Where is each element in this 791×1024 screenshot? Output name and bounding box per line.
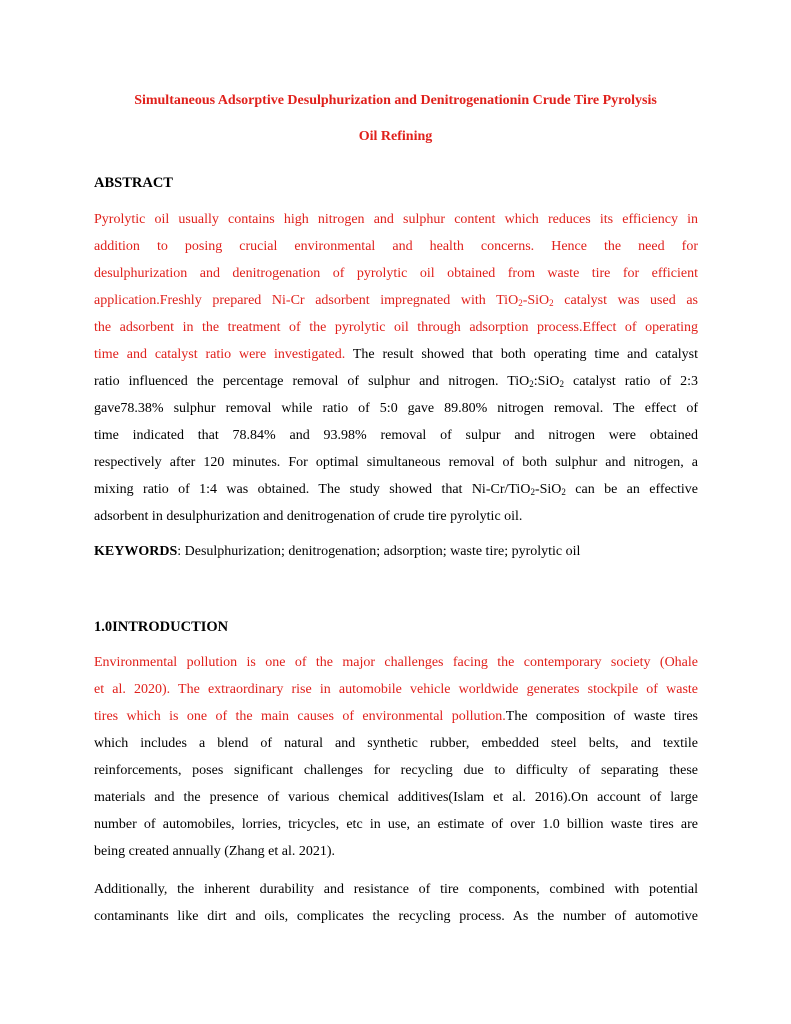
keywords-text: : Desulphurization; denitrogenation; adsorption; waste tire; pyrolytic oil [177,544,581,559]
introduction-paragraph-2 [94,876,698,930]
subscript: 2 [529,379,534,389]
introduction-paragraph-1 [94,649,698,865]
abstract-paragraph [94,206,698,530]
text-run: The result showed that both operating time and catalyst [345,347,699,362]
intro-line: being created annually (Zhang et al. 2021). [94,844,336,859]
text-run: ratio influenced the percentage removal of sulphur and nitrogen. TiO [94,374,530,389]
abstract-line: desulphurization and denitrogenation of pyrolytic oil obtained from waste tire for efficient [94,266,698,281]
text-run: mixing ratio of 1:4 was obtained. The study showed that Ni-Cr/TiO [94,482,531,497]
text-run: -SiO [522,293,550,308]
keywords-line [94,538,698,565]
intro-line: Additionally, the inherent durability and resistance of tire components, combined with potential [94,882,698,897]
intro-line: number of automobiles, lorries, tricycles, etc in use, an estimate of over 1.0 billion waste tires are [94,817,698,832]
subscript: 2 [559,379,564,389]
intro-line: et al. 2020). The extraordinary rise in automobile vehicle worldwide generates stockpile of waste [94,682,698,697]
keywords-label: KEYWORDS [94,544,178,559]
abstract-line: Pyrolytic oil usually contains high nitrogen and sulphur content which reduces its efficiency in [94,212,698,227]
abstract-heading: ABSTRACT [94,175,173,191]
intro-line: materials and the presence of various chemical additives(Islam et al. 2016).On account of large [94,790,698,805]
paper-title-line-1: Simultaneous Adsorptive Desulphurization and Denitrogenationin Crude Tire Pyrolysis [134,93,657,108]
paper-title-line-2: Oil Refining [358,129,433,144]
intro-line: Environmental pollution is one of the major challenges facing the contemporary society (Ohale [94,655,698,670]
text-run: application.Freshly prepared Ni-Cr adsorbent impregnated with TiO [94,293,519,308]
abstract-line: addition to posing crucial environmental and health concerns. Hence the need for [94,239,698,254]
abstract-line: adsorbent in desulphurization and denitrogenation of crude tire pyrolytic oil. [94,509,523,524]
text-run: time and catalyst ratio were investigated. [94,347,346,362]
text-run: can be an effective [565,482,698,497]
text-run: catalyst was used as [553,293,698,308]
abstract-line: gave78.38% sulphur removal while ratio of 5:0 gave 89.80% nitrogen removal. The effect of [94,401,698,416]
intro-line: which includes a blend of natural and synthetic rubber, embedded steel belts, and textile [94,736,698,751]
abstract-line [94,341,698,368]
subscript: 2 [561,487,566,497]
introduction-heading: 1.0INTRODUCTION [94,619,229,635]
subscript: 2 [530,487,535,497]
intro-line: reinforcements, poses significant challenges for recycling due to difficulty of separating these [94,763,698,778]
subscript: 2 [518,298,523,308]
subscript: 2 [549,298,554,308]
text-run: tires which is one of the main causes of environmental pollution. [94,709,506,724]
text-run: catalyst ratio of 2:3 [563,374,699,389]
abstract-line: respectively after 120 minutes. For optimal simultaneous removal of both sulphur and nitrogen, a [94,455,698,470]
intro-line: contaminants like dirt and oils, complicates the recycling process. As the number of automotive [94,909,698,924]
abstract-line [94,287,698,314]
text-run: -SiO [534,482,562,497]
intro-line [94,703,698,730]
abstract-line [94,476,698,503]
abstract-line: the adsorbent in the treatment of the pyrolytic oil through adsorption process.Effect of operating [94,320,698,335]
text-run: :SiO [533,374,560,389]
text-run: The composition of waste tires [505,709,698,724]
abstract-line: time indicated that 78.84% and 93.98% removal of sulpur and nitrogen were obtained [94,428,698,443]
abstract-line [94,368,698,395]
